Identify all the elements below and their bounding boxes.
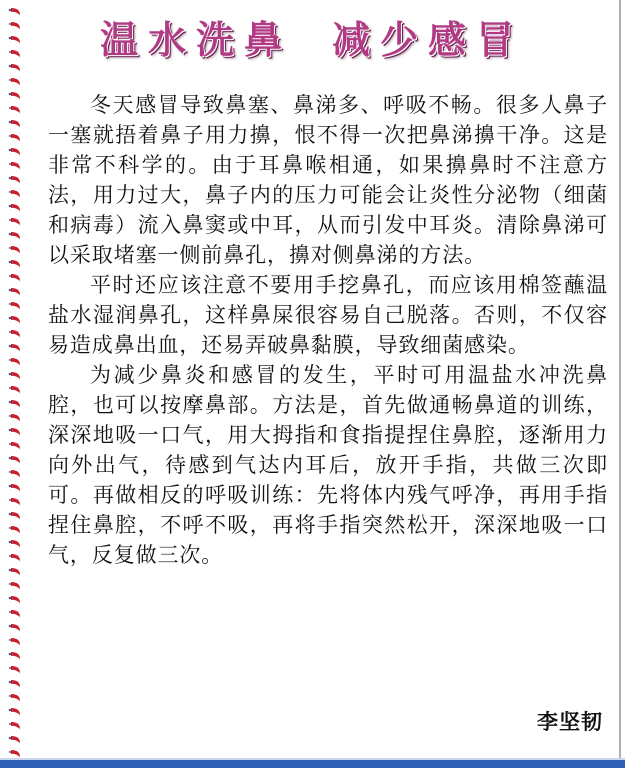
border-ornament bbox=[9, 78, 20, 85]
border-dot bbox=[9, 639, 11, 641]
border-dot bbox=[9, 527, 11, 529]
border-ornament bbox=[9, 414, 20, 421]
border-claw-mark bbox=[11, 652, 20, 659]
decorative-border-left bbox=[0, 0, 30, 760]
border-claw-mark bbox=[11, 274, 20, 281]
border-dot bbox=[9, 149, 12, 152]
border-claw-mark bbox=[11, 610, 20, 617]
border-ornament bbox=[9, 260, 20, 267]
border-ornament bbox=[9, 50, 20, 57]
border-dot bbox=[9, 345, 12, 348]
border-ornament bbox=[9, 358, 20, 365]
border-dot bbox=[9, 135, 11, 137]
border-dot bbox=[9, 177, 12, 180]
border-ornament bbox=[9, 610, 20, 617]
border-ornament bbox=[9, 596, 20, 603]
border-claw-mark bbox=[11, 680, 20, 687]
border-claw-mark bbox=[11, 470, 20, 477]
border-dot bbox=[9, 737, 12, 740]
border-ornament bbox=[9, 106, 20, 113]
border-claw-mark bbox=[11, 92, 20, 99]
border-claw-mark bbox=[11, 386, 20, 393]
border-claw-mark bbox=[11, 78, 20, 85]
border-claw-mark bbox=[11, 120, 20, 127]
border-ornament bbox=[9, 652, 20, 659]
border-claw-mark bbox=[11, 666, 20, 673]
border-ornament bbox=[9, 218, 20, 225]
border-dot bbox=[9, 387, 11, 389]
border-claw-mark bbox=[11, 736, 20, 743]
border-ornament bbox=[9, 540, 20, 547]
border-dot bbox=[9, 653, 12, 656]
border-ornament bbox=[9, 330, 20, 337]
border-dot bbox=[9, 751, 11, 753]
border-dot bbox=[9, 359, 11, 361]
border-claw-mark bbox=[11, 50, 20, 57]
border-claw-mark bbox=[11, 456, 20, 463]
border-dot bbox=[9, 219, 11, 221]
border-dot bbox=[9, 499, 11, 501]
border-ornament bbox=[9, 190, 20, 197]
border-ornament bbox=[9, 512, 20, 519]
border-ornament bbox=[9, 624, 20, 631]
article-title bbox=[70, 10, 590, 62]
border-ornament bbox=[9, 22, 20, 29]
border-ornament bbox=[9, 442, 20, 449]
border-ornament bbox=[9, 288, 20, 295]
border-ornament bbox=[9, 400, 20, 407]
border-claw-mark bbox=[11, 218, 20, 225]
border-claw-mark bbox=[11, 358, 20, 365]
border-claw-mark bbox=[11, 162, 20, 169]
paragraph-3: 为减少鼻炎和感冒的发生，平时可用温盐水冲洗鼻腔，也可以按摩鼻部。方法是，首先做通畅鼻道的训练，深深地吸一口气，用大拇指和食指提捏住鼻腔，逐渐用力向外出气，待感到气达内耳后，放开手指，共做三次即可。再做相反的呼吸训练：先将体内残气呼净，再用手指捏住鼻腔，不呼不吸，再将手指突然松开，深深地吸一口气，反复做三次。 bbox=[48, 363, 608, 567]
border-claw-mark bbox=[11, 204, 20, 211]
border-dot bbox=[9, 611, 11, 613]
border-ornament bbox=[9, 470, 20, 477]
border-ornament bbox=[9, 120, 20, 127]
border-ornament bbox=[9, 274, 20, 281]
border-dot bbox=[9, 541, 12, 544]
border-claw-mark bbox=[11, 232, 20, 239]
border-dot bbox=[9, 93, 12, 96]
border-dot bbox=[9, 667, 11, 669]
border-dot bbox=[9, 37, 12, 40]
border-dot bbox=[9, 121, 12, 124]
border-claw-mark bbox=[11, 512, 20, 519]
border-dot bbox=[9, 289, 12, 292]
border-ornament bbox=[9, 582, 20, 589]
border-ornament bbox=[9, 456, 20, 463]
border-claw-mark bbox=[11, 176, 20, 183]
border-dot bbox=[9, 583, 11, 585]
border-claw-mark bbox=[11, 540, 20, 547]
border-claw-mark bbox=[11, 302, 20, 309]
border-claw-mark bbox=[11, 344, 20, 351]
border-dot bbox=[9, 555, 11, 557]
border-ornament bbox=[9, 498, 20, 505]
border-dot bbox=[9, 51, 11, 53]
border-claw-mark bbox=[11, 288, 20, 295]
border-claw-mark bbox=[11, 498, 20, 505]
border-claw-mark bbox=[11, 64, 20, 71]
border-dot bbox=[9, 709, 12, 712]
border-claw-mark bbox=[11, 36, 20, 43]
border-ornament bbox=[9, 386, 20, 393]
border-dot bbox=[9, 275, 11, 277]
border-claw-mark bbox=[11, 106, 20, 113]
title-part-2: 减少感冒 bbox=[332, 17, 525, 62]
border-dot bbox=[9, 261, 12, 264]
border-dot bbox=[9, 695, 11, 697]
border-claw-mark bbox=[11, 750, 20, 757]
border-dot bbox=[9, 65, 12, 68]
border-ornament bbox=[9, 148, 20, 155]
border-claw-mark bbox=[11, 526, 20, 533]
border-claw-mark bbox=[11, 8, 20, 15]
border-ornament bbox=[9, 722, 20, 729]
border-ornament bbox=[9, 526, 20, 533]
border-claw-mark bbox=[11, 134, 20, 141]
decorative-border-pattern bbox=[0, 0, 30, 760]
border-dot bbox=[9, 331, 11, 333]
border-claw-mark bbox=[11, 316, 20, 323]
border-claw-mark bbox=[11, 484, 20, 491]
border-ornament bbox=[9, 568, 20, 575]
border-dot bbox=[9, 723, 11, 725]
border-dot bbox=[9, 303, 11, 305]
border-ornament bbox=[9, 554, 20, 561]
title-part-1: 温水洗鼻 bbox=[100, 17, 293, 62]
border-ornament bbox=[9, 134, 20, 141]
border-ornament bbox=[9, 64, 20, 71]
paragraph-1: 冬天感冒导致鼻塞、鼻涕多、呼吸不畅。很多人鼻子一塞就捂着鼻子用力擤，恨不得一次把鼻涕擤干净。这是非常不科学的。由于耳鼻喉相通，如果擤鼻时不注意方法，用力过大，鼻子内的压力可能会让炎性分泌物（细菌和病毒）流入鼻窦或中耳，从而引发中耳炎。清除鼻涕可以采取堵塞一侧前鼻孔，擤对侧鼻涕的方法。 bbox=[48, 93, 608, 267]
decorative-border-right bbox=[619, 0, 621, 760]
border-dot bbox=[9, 191, 11, 193]
border-claw-mark bbox=[11, 428, 20, 435]
border-dot bbox=[9, 79, 11, 81]
article-body bbox=[48, 90, 608, 570]
border-dot bbox=[9, 471, 11, 473]
border-claw-mark bbox=[11, 638, 20, 645]
border-ornament bbox=[9, 36, 20, 43]
border-ornament bbox=[9, 176, 20, 183]
border-dot bbox=[9, 443, 11, 445]
border-dot bbox=[9, 625, 12, 628]
border-claw-mark bbox=[11, 190, 20, 197]
border-claw-mark bbox=[11, 442, 20, 449]
border-ornament bbox=[9, 708, 20, 715]
border-claw-mark bbox=[11, 148, 20, 155]
border-dot bbox=[9, 233, 12, 236]
border-dot bbox=[9, 401, 12, 404]
border-dot bbox=[9, 163, 11, 165]
border-claw-mark bbox=[11, 624, 20, 631]
border-claw-mark bbox=[11, 372, 20, 379]
border-ornament bbox=[9, 694, 20, 701]
border-ornament bbox=[9, 344, 20, 351]
border-claw-mark bbox=[11, 260, 20, 267]
border-dot bbox=[9, 681, 12, 684]
border-ornament bbox=[9, 484, 20, 491]
border-ornament bbox=[9, 750, 20, 757]
border-dot bbox=[9, 415, 11, 417]
author-name: 李坚韧 bbox=[537, 710, 603, 734]
border-ornament bbox=[9, 302, 20, 309]
border-ornament bbox=[9, 372, 20, 379]
border-claw-mark bbox=[11, 582, 20, 589]
border-ornament bbox=[9, 232, 20, 239]
border-dot bbox=[9, 317, 12, 320]
border-ornament bbox=[9, 162, 20, 169]
border-dot bbox=[9, 457, 12, 460]
border-claw-mark bbox=[11, 596, 20, 603]
border-dot bbox=[9, 205, 12, 208]
border-ornament bbox=[9, 428, 20, 435]
border-dot bbox=[9, 513, 12, 516]
paragraph-2: 平时还应该注意不要用手挖鼻孔，而应该用棉签蘸温盐水湿润鼻孔，这样鼻屎很容易自己脱落。否则，不仅容易造成鼻出血，还易弄破鼻黏膜，导致细菌感染。 bbox=[48, 273, 608, 357]
border-ornament bbox=[9, 8, 20, 15]
border-dot bbox=[9, 247, 11, 249]
border-dot bbox=[9, 429, 12, 432]
border-ornament bbox=[9, 246, 20, 253]
border-ornament bbox=[9, 204, 20, 211]
border-ornament bbox=[9, 316, 20, 323]
border-dot bbox=[9, 569, 12, 572]
border-claw-mark bbox=[11, 22, 20, 29]
border-ornament bbox=[9, 638, 20, 645]
border-claw-mark bbox=[11, 694, 20, 701]
border-dot bbox=[9, 9, 12, 12]
border-dot bbox=[9, 597, 12, 600]
border-claw-mark bbox=[11, 708, 20, 715]
border-ornament bbox=[9, 92, 20, 99]
bottom-band bbox=[0, 760, 625, 768]
border-claw-mark bbox=[11, 554, 20, 561]
border-dot bbox=[9, 485, 12, 488]
border-ornament bbox=[9, 666, 20, 673]
border-dot bbox=[9, 23, 11, 25]
border-claw-mark bbox=[11, 400, 20, 407]
border-claw-mark bbox=[11, 722, 20, 729]
border-claw-mark bbox=[11, 330, 20, 337]
border-ornament bbox=[9, 736, 20, 743]
border-dot bbox=[9, 107, 11, 109]
border-ornament bbox=[9, 680, 20, 687]
border-dot bbox=[9, 373, 12, 376]
border-claw-mark bbox=[11, 568, 20, 575]
border-claw-mark bbox=[11, 414, 20, 421]
border-claw-mark bbox=[11, 246, 20, 253]
